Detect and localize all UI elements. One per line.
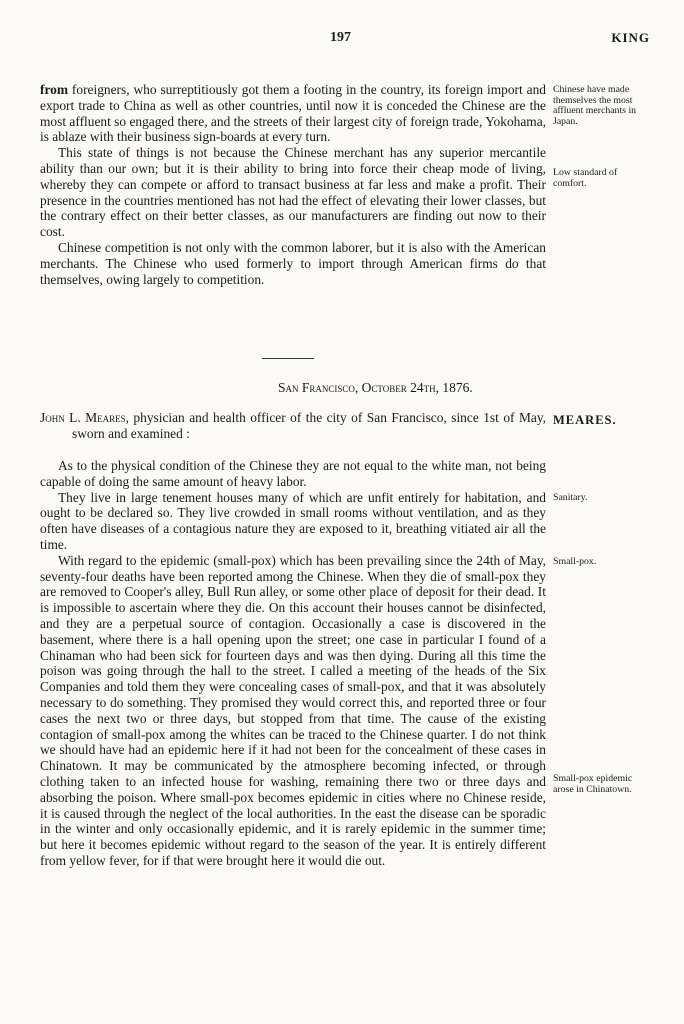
dateline: San Francisco, October 24th, 1876. <box>278 380 473 395</box>
paragraph-text: foreigners, who surreptitiously got them a footing in the country, its foreign import and export trade to China as well as other countries, until now it is conceded the Chinese are the most affluent so engaged there, and the streets of their largest city of foreign trade, Yokohama, is ablaze with their business sign-boards at every turn. <box>40 82 546 145</box>
margin-note-smallpox-epidemic: Small-pox epidemic arose in Chinatown. <box>553 773 633 795</box>
page-number: 197 <box>330 30 351 45</box>
witness-name: John L. Meares <box>40 410 126 425</box>
paragraph-lead-word: from <box>40 82 69 97</box>
witness-intro <box>40 410 546 442</box>
witness-intro-paragraph <box>40 410 546 442</box>
paragraph-physical-condition: As to the physical condition of the Chinese they are not equal to the white man, not being capable of doing the same amount of heavy labor. <box>40 458 546 489</box>
paragraph-foreign-trade <box>40 82 546 145</box>
paragraph-tenements: They live in large tenement houses many of which are unfit entirely for habitation, and ought to be declared so. They live crowded in small rooms without ventilation, and as they often have diseases of a contagious nature they are exposed to it, breathing vitiated air all the time. <box>40 489 546 552</box>
paragraph-competition: Chinese competition is not only with the common laborer, but it is also with the American merchants. The Chinese who used formerly to import through American firms do that themselves, owing largely to competition. <box>40 239 546 287</box>
margin-witness-name: MEARES. <box>553 413 617 427</box>
margin-note-low-standard: Low standard of comfort. <box>553 167 618 189</box>
page-header <box>0 30 684 50</box>
section-divider <box>262 358 314 359</box>
paragraph-smallpox: With regard to the epidemic (small-pox) which has been prevailing since the 24th of May, seventy-four deaths have been reported among the Chinese. When they die of small-pox they are removed to Cooper's alley, Bull Run alley, or some other place of deposit for their dead. It is impossible to ascertain where they die. On this account their houses cannot be disinfected, and they are a perpetual source of contagion. Occasionally a case is discovered in the basement, where there is a hall opening upon the street; one case in particular I found of a Chinaman who had been sick for fourteen days and was then dying. During all this time the poison was going through the hall to the street. I called a meeting of the heads of the Six Companies and told them they were concealing cases of small-pox, and that it was absolutely necessary to do something. They promised they would correct this, and reported three or four cases the next two or three days, but stopped from that time. The cause of the existing contagion of small-pox among the whites can be traced to the Chinese quarter. I do not think we should have had an epidemic here if it had not been for the concealment of these cases in Chinatown. It may be communicated by the atmosphere becoming infected, or through clothing taken to an infected house for washing, remaining there two or three days and absorbing the poison. Where small-pox becomes epidemic in cities where no Chinese reside, it is caused through the neglect of the local authorities. In the east the disease can be sporadic in the winter and only occasionally epidemic, and it is rarely epidemic in the summer time; but here it becomes epidemic without regard to the season of the year. It is entirely different from yellow fever, for if that were brought here it would die out. <box>40 552 546 868</box>
section-testimony <box>40 458 546 869</box>
margin-note-sanitary: Sanitary. <box>553 492 588 503</box>
witness-intro-text: , physician and health officer of the city of San Francisco, since 1st of May, sworn and examined : <box>72 410 546 441</box>
margin-note-smallpox: Small-pox. <box>553 556 597 567</box>
section-foreign-trade <box>40 82 546 287</box>
margin-note-merchants: Chinese have made themselves the most affluent merchants in Japan. <box>553 84 637 127</box>
paragraph-cheap-living: This state of things is not because the Chinese merchant has any superior mercantile ability than our own; but it is their ability to bring into force their cheap mode of living, whereby they can compete or afford to transact business at far less and make a profit. Their presence in the countries mentioned has not had the effect of elevating their lower classes, but the contrary effect on their better classes, as our manufacturers are finding out now to their cost. <box>40 145 546 240</box>
running-head: KING <box>611 30 650 45</box>
